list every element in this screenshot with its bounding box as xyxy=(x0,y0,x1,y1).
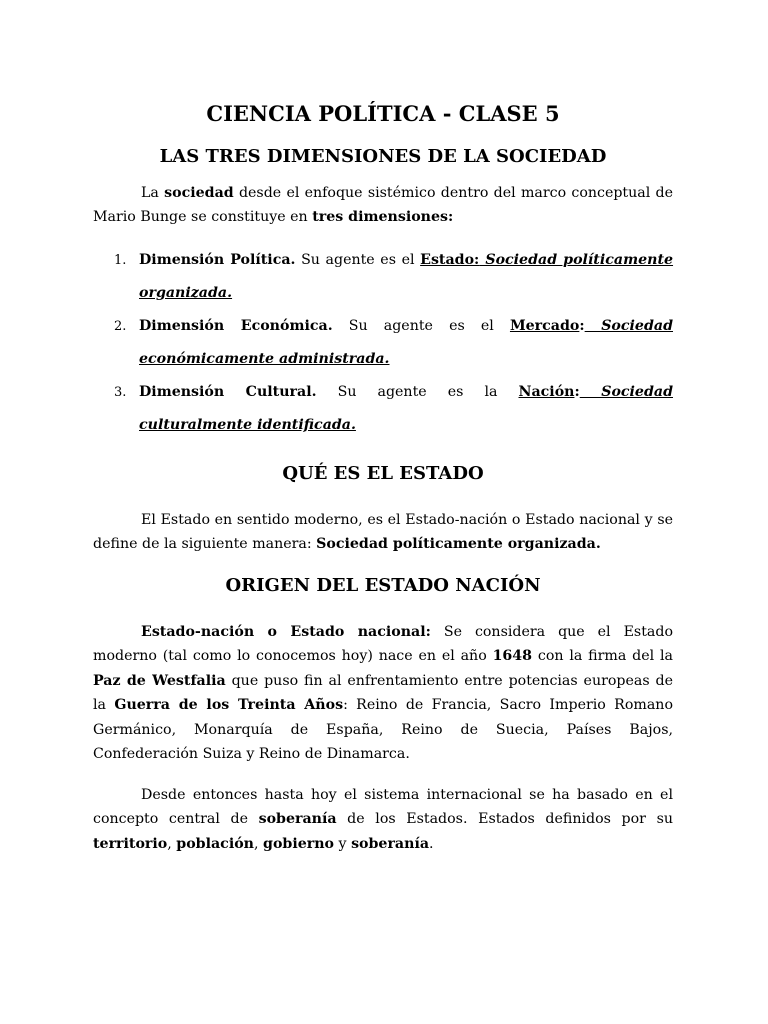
page-title: CIENCIA POLÍTICA - CLASE 5 xyxy=(206,101,560,126)
dimensions-list xyxy=(93,244,673,442)
term-sociedad: sociedad xyxy=(164,185,234,201)
dimension-agent: Nación xyxy=(518,384,575,400)
dimension-name: Dimensión Política. xyxy=(139,252,296,268)
section-heading-origen: ORIGEN DEL ESTADO NACIÓN xyxy=(225,575,541,596)
soberania-paragraph: Desde entonces hasta hoy el sistema internacional se ha basado en el concepto central de soberanía de los Estados. Estados definidos por su territorio, población, gobierno y soberanía. xyxy=(93,787,673,852)
dimension-agent: Mercado xyxy=(509,318,580,334)
list-number: 3. xyxy=(114,385,127,400)
section-heading-dimensions: LAS TRES DIMENSIONES DE LA SOCIEDAD xyxy=(159,146,607,167)
list-number: 2. xyxy=(114,319,127,334)
dimension-agent: Estado: xyxy=(420,252,480,268)
list-item: 3. Dimensión Cultural. Su agente es la Nación: Sociedad culturalmente identificada. xyxy=(93,376,673,442)
list-number: 1. xyxy=(114,253,127,268)
dimension-definition: Sociedad culturalmente identificada. xyxy=(139,384,673,433)
origen-paragraph: Estado-nación o Estado nacional: Se considera que el Estado moderno (tal como lo conocemos hoy) nace en el año 1648 con la firma del la Paz de Westfalia que puso fin al enfrentamiento entre potencias europeas de la Guerra de los Treinta Años: Reino de Francia, Sacro Imperio Romano Germánico, Monarquía de España, Reino de Suecia, Países Bajos, Confederación Suiza y Reino de Dinamarca. xyxy=(93,624,673,763)
section-heading-estado: QUÉ ES EL ESTADO xyxy=(282,463,484,484)
list-item: 2. Dimensión Económica. Su agente es el Mercado: Sociedad económicamente administrada. xyxy=(93,310,673,376)
estado-paragraph: El Estado en sentido moderno, es el Estado-nación o Estado nacional y se define de la siguiente manera: Sociedad políticamente organizada. xyxy=(93,512,673,553)
dimension-definition: Sociedad políticamente organizada. xyxy=(139,252,674,301)
dimension-name: Dimensión Económica. xyxy=(139,318,333,334)
dimension-name: Dimensión Cultural. xyxy=(139,384,317,400)
list-item: 1. Dimensión Política. Su agente es el Estado: Sociedad políticamente organizada. xyxy=(93,244,673,310)
estado-definition: Sociedad políticamente organizada. xyxy=(316,536,601,553)
dimension-definition: Sociedad económicamente administrada. xyxy=(139,318,673,367)
intro-paragraph: La sociedad desde el enfoque sistémico dentro del marco conceptual de Mario Bunge se constituye en tres dimensiones: xyxy=(93,185,673,226)
term-tres-dimensiones: tres dimensiones: xyxy=(312,209,454,226)
